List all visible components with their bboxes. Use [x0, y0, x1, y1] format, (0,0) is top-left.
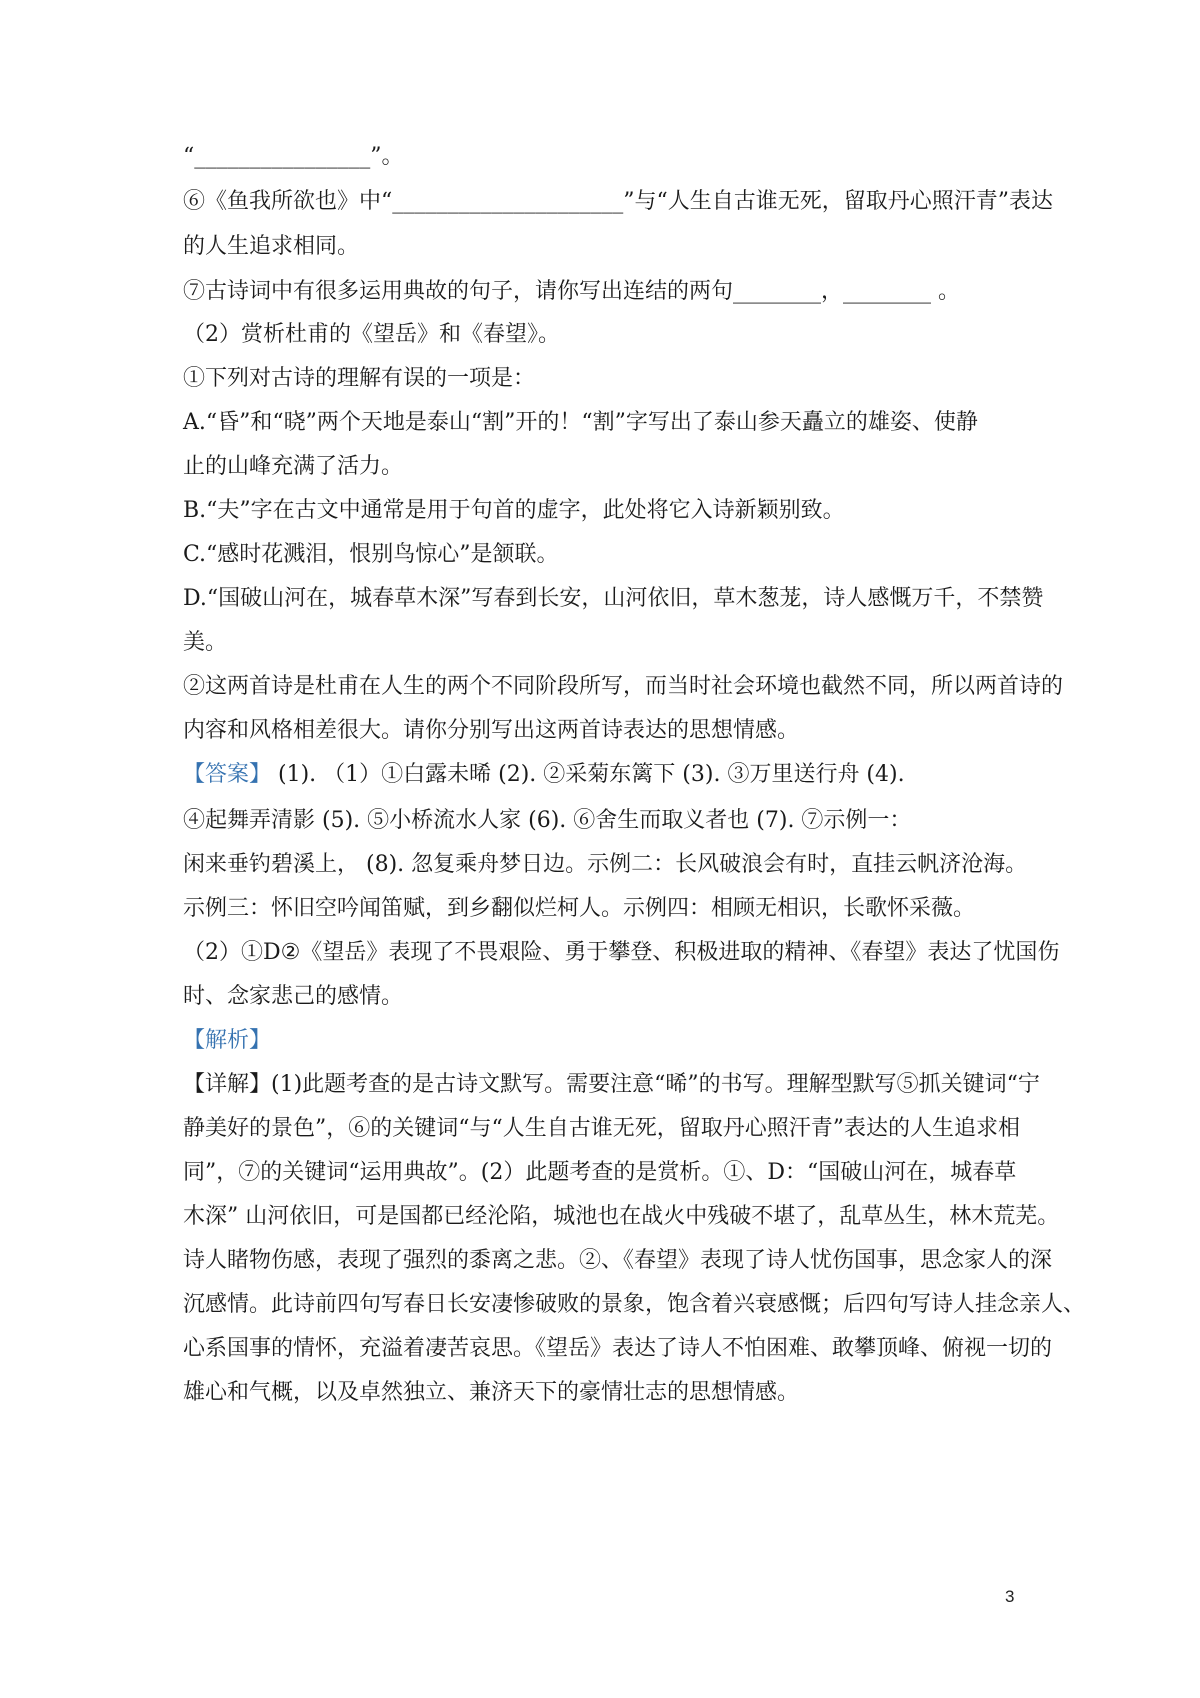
analysis-line: 静美好的景色”，⑥的关键词“与“人生自古谁无死，留取丹心照汗青”表达的人生追求相 — [183, 1116, 1020, 1141]
analysis-label: 【解析】 — [183, 1028, 272, 1053]
analysis-line: 沉感情。此诗前四句写春日长安凄惨破败的景象，饱含着兴衰感慨；后四句写诗人挂念亲人、 — [183, 1292, 1086, 1317]
option-b: B.“夫”字在古文中通常是用于句首的虚字，此处将它入诗新颖别致。 — [183, 498, 845, 523]
answer-line: 闲来垂钓碧溪上， (8). 忽复乘舟梦日边。示例二：长风破浪会有时，直挂云帆济沧海。 — [183, 852, 1028, 877]
text-line: ①下列对古诗的理解有误的一项是： — [183, 366, 536, 391]
analysis-line: 木深” 山河依旧，可是国都已经沦陷，城池也在战火中残破不堪了，乱草丛生，林木荒芜。 — [183, 1204, 1060, 1229]
page-number: 3 — [1005, 1587, 1015, 1606]
analysis-line: 【详解】(1)此题考查的是古诗文默写。需要注意“晞”的书写。理解型默写⑤抓关键词“宁 — [183, 1072, 1040, 1097]
option-c: C.“感时花溅泪，恨别鸟惊心”是颔联。 — [183, 542, 559, 567]
text-line: ⑦古诗词中有很多运用典故的句子，请你写出连结的两句________，________ 。 — [183, 279, 960, 304]
answer-label: 【答案】 — [183, 762, 272, 787]
analysis-line: 同”，⑦的关键词“运用典故”。(2）此题考查的是赏析。①、D：“国破山河在，城春草 — [183, 1160, 1017, 1185]
answer-line: 时、念家悲己的感情。 — [183, 984, 404, 1009]
answer-text: (1). （1）①白露未晞 (2). ②采菊东篱下 (3). ③万里送行舟 (4). — [271, 762, 905, 787]
analysis-line: 雄心和气概，以及卓然独立、兼济天下的豪情壮志的思想情感。 — [183, 1380, 800, 1405]
answer-line — [183, 760, 1023, 790]
text-line: ②这两首诗是杜甫在人生的两个不同阶段所写，而当时社会环境也截然不同，所以两首诗的 — [183, 674, 1064, 699]
answer-line: 示例三：怀旧空吟闻笛赋，到乡翻似烂柯人。示例四：相顾无相识，长歌怀采薇。 — [183, 896, 976, 921]
answer-line: （2）①D②《望岳》表现了不畏艰险、勇于攀登、积极进取的精神、《春望》表达了忧国伤 — [183, 940, 1060, 965]
option-a: A.“昏”和“晓”两个天地是泰山“割”开的！“割”字写出了泰山参天矗立的雄姿、使静 — [183, 410, 978, 435]
text-line: 的人生追求相同。 — [183, 234, 360, 259]
text-line: 内容和风格相差很大。请你分别写出这两首诗表达的思想情感。 — [183, 718, 800, 743]
section-heading: （2）赏析杜甫的《望岳》和《春望》。 — [183, 322, 560, 347]
text-line: ⑥《鱼我所欲也》中“_____________________”与“人生自古谁无死，留取丹心照汗青”表达 — [183, 189, 1053, 214]
analysis-line: 心系国事的情怀，充溢着凄苦哀思。《望岳》表达了诗人不怕困难、敢攀顶峰、俯视一切的 — [183, 1336, 1053, 1361]
option-d: D.“国破山河在，城春草木深”写春到长安，山河依旧，草木葱茏，诗人感慨万千，不禁赞 — [183, 586, 1044, 611]
analysis-line: 诗人睹物伤感，表现了强烈的黍离之悲。②、《春望》表现了诗人忧伤国事，思念家人的深 — [183, 1248, 1053, 1273]
text-line: “________________”。 — [183, 144, 404, 169]
answer-line: ④起舞弄清影 (5). ⑤小桥流水人家 (6). ⑥舍生而取义者也 (7). ⑦示例一： — [183, 808, 912, 833]
option-a-cont: 止的山峰充满了活力。 — [183, 454, 404, 479]
option-d-cont: 美。 — [183, 630, 228, 655]
